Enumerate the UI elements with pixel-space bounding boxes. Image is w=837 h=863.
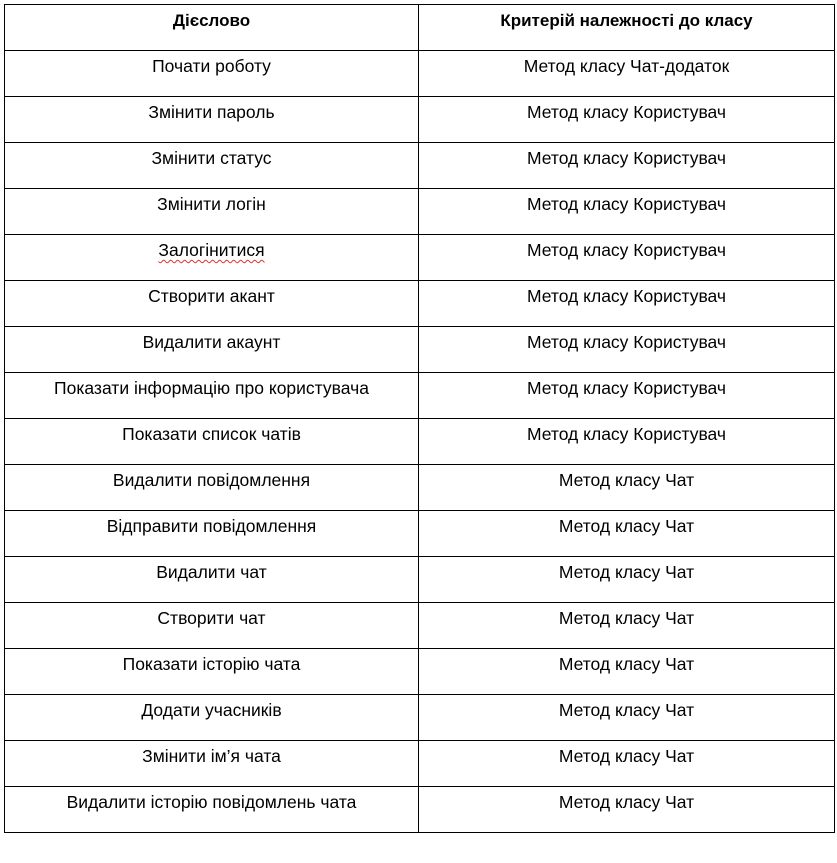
table-row xyxy=(5,97,835,143)
criterion-cell: Метод класу Чат xyxy=(419,695,835,741)
table-row xyxy=(5,327,835,373)
verb-cell: Змінити пароль xyxy=(5,97,419,143)
spellcheck-word: Залогінитися xyxy=(158,240,265,260)
table-row xyxy=(5,465,835,511)
verb-cell: Відправити повідомлення xyxy=(5,511,419,557)
criterion-cell: Метод класу Чат xyxy=(419,511,835,557)
table-row xyxy=(5,741,835,787)
table-row xyxy=(5,143,835,189)
verb-cell: Змінити логін xyxy=(5,189,419,235)
verb-cell: Видалити повідомлення xyxy=(5,465,419,511)
table-row xyxy=(5,511,835,557)
criterion-cell: Метод класу Чат xyxy=(419,557,835,603)
criterion-cell: Метод класу Чат xyxy=(419,741,835,787)
verb-cell: Додати учасників xyxy=(5,695,419,741)
verb-cell: Видалити акаунт xyxy=(5,327,419,373)
table-row xyxy=(5,189,835,235)
verb-cell: Почати роботу xyxy=(5,51,419,97)
table-row xyxy=(5,419,835,465)
criterion-cell: Метод класу Користувач xyxy=(419,189,835,235)
verb-cell: Показати інформацію про користувача xyxy=(5,373,419,419)
criterion-cell: Метод класу Чат xyxy=(419,787,835,833)
table-row xyxy=(5,557,835,603)
verb-cell: Видалити історію повідомлень чата xyxy=(5,787,419,833)
verb-cell: Створити акант xyxy=(5,281,419,327)
verb-cell: Видалити чат xyxy=(5,557,419,603)
criterion-cell: Метод класу Чат xyxy=(419,603,835,649)
criterion-cell: Метод класу Чат xyxy=(419,649,835,695)
table-row xyxy=(5,373,835,419)
header-criterion: Критерій належності до класу xyxy=(419,5,835,51)
verb-cell: Змінити статус xyxy=(5,143,419,189)
verb-cell: Змінити ім’я чата xyxy=(5,741,419,787)
criterion-cell: Метод класу Користувач xyxy=(419,281,835,327)
table-row xyxy=(5,787,835,833)
table-row xyxy=(5,235,835,281)
criterion-cell: Метод класу Користувач xyxy=(419,97,835,143)
criterion-cell: Метод класу Користувач xyxy=(419,373,835,419)
criterion-cell: Метод класу Користувач xyxy=(419,235,835,281)
verb-class-table xyxy=(4,4,835,833)
verb-cell: Створити чат xyxy=(5,603,419,649)
table-row xyxy=(5,695,835,741)
criterion-cell: Метод класу Користувач xyxy=(419,143,835,189)
verb-cell: Показати список чатів xyxy=(5,419,419,465)
verb-cell xyxy=(5,235,419,281)
criterion-cell: Метод класу Чат xyxy=(419,465,835,511)
table-row xyxy=(5,51,835,97)
criterion-cell: Метод класу Користувач xyxy=(419,327,835,373)
table-header-row xyxy=(5,5,835,51)
criterion-cell: Метод класу Чат-додаток xyxy=(419,51,835,97)
table-row xyxy=(5,603,835,649)
table-row xyxy=(5,649,835,695)
verb-cell: Показати історію чата xyxy=(5,649,419,695)
table-row xyxy=(5,281,835,327)
header-verb: Дієслово xyxy=(5,5,419,51)
criterion-cell: Метод класу Користувач xyxy=(419,419,835,465)
